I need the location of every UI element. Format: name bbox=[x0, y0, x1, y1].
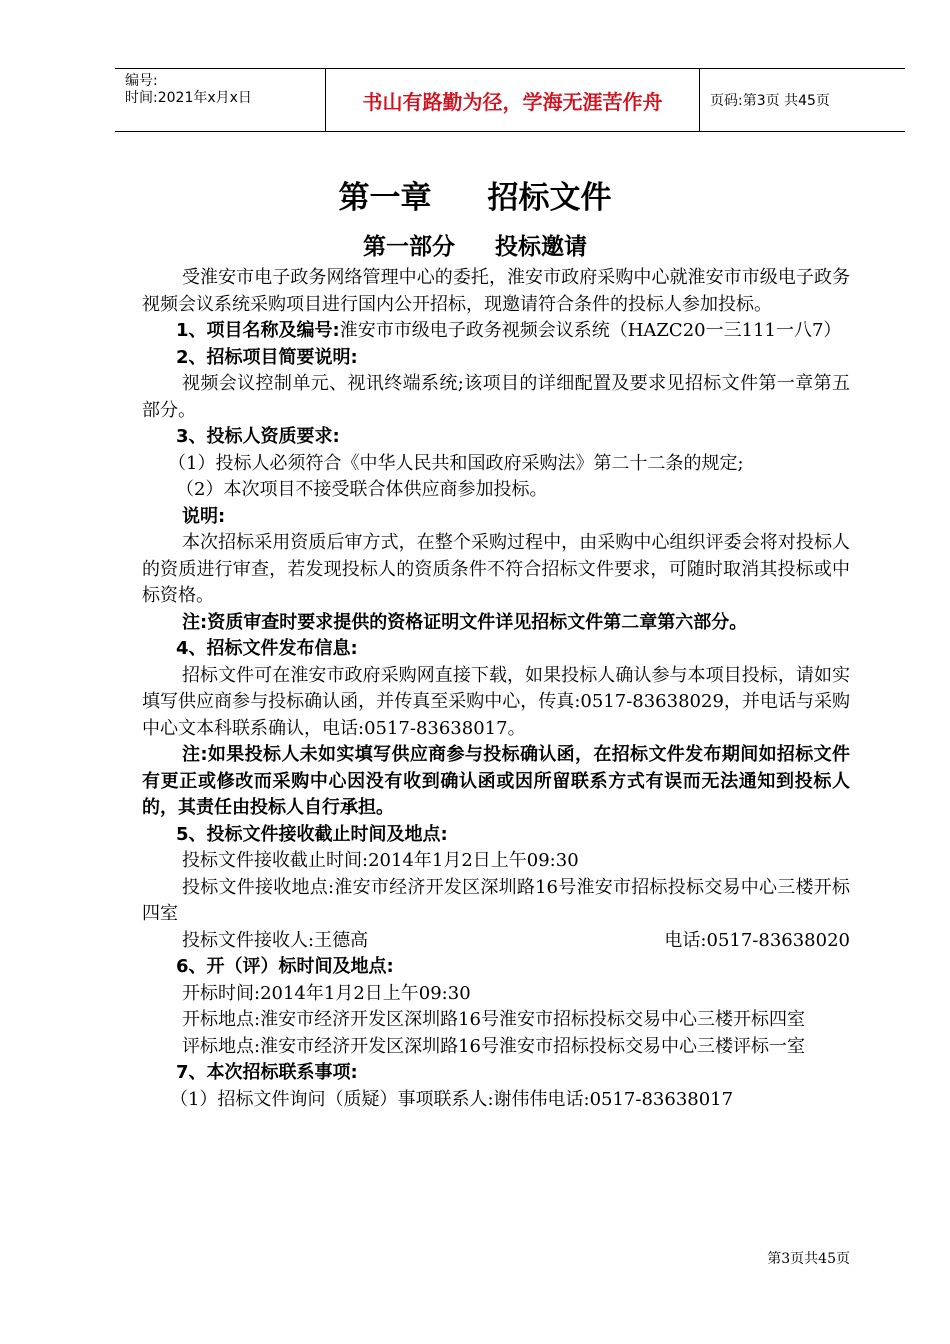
note-title: 说明: bbox=[182, 505, 226, 527]
intro-paragraph: 受淮安市电子政务网络管理中心的委托，淮安市政府采购中心就淮安市市级电子政务视频会议系统采购项目进行国内公开招标，现邀请符合条件的投标人参加投标。 bbox=[142, 267, 850, 315]
document-body bbox=[142, 265, 850, 1113]
chapter-title bbox=[0, 172, 950, 217]
section-5-receiver-row bbox=[142, 928, 850, 955]
section-6-eval: 评标地点:淮安市经济开发区深圳路16号淮安市招标投标交易中心三楼评标一室 bbox=[182, 1035, 805, 1057]
section-5-title: 5、投标文件接收截止时间及地点: bbox=[176, 823, 448, 845]
section-1 bbox=[142, 318, 850, 345]
chapter-number: 第一章 bbox=[338, 180, 432, 216]
section-4-title: 4、招标文件发布信息: bbox=[176, 638, 358, 659]
note-text: 本次招标采用资质后审方式，在整个采购过程中，由采购中心组织评委会将对投标人的资质进行审查，若发现投标人的资质条件不符合招标文件要求，可随时取消其投标或中标资格。 bbox=[142, 532, 850, 606]
section-5-deadline: 投标文件接收截止时间:2014年1月2日上午09:30 bbox=[182, 850, 579, 871]
section-7-title: 7、本次招标联系事项: bbox=[176, 1062, 358, 1083]
header-motto: 书山有路勤为径，学海无涯苦作舟 bbox=[326, 69, 700, 131]
page-footer: 第3页共45页 bbox=[767, 1251, 850, 1267]
section-2-title: 2、招标项目简要说明: bbox=[176, 346, 358, 368]
section-3-title: 3、投标人资质要求: bbox=[176, 426, 340, 447]
section-5-receiver: 投标文件接收人:王德高 bbox=[182, 929, 369, 951]
section-4-text: 招标文件可在淮安市政府采购网直接下载，如果投标人确认参与本项目投标，请如实填写供应商参与投标确认函，并传真至采购中心，传真:0517-83638029，并电话与采购中心文本科联系确认，电话:0517-83638017。 bbox=[142, 664, 850, 739]
header-meta bbox=[115, 69, 326, 131]
section-5-place: 投标文件接收地点:淮安市经济开发区深圳路16号淮安市招标投标交易中心三楼开标四室 bbox=[142, 876, 850, 924]
section-7-item-1: （1）招标文件询问（质疑）事项联系人:谢伟伟电话:0517-83638017 bbox=[170, 1088, 734, 1110]
section-3-item-1: （1）投标人必须符合《中华人民共和国政府采购法》第二十二条的规定; bbox=[168, 452, 744, 474]
part-name: 投标邀请 bbox=[495, 234, 587, 260]
note-qualification: 注:资质审查时要求提供的资格证明文件详见招标文件第二章第六部分。 bbox=[182, 611, 748, 633]
note-confirmation: 注:如果投标人未如实填写供应商参与投标确认函，在招标文件发布期间如招标文件有更正或修改而采购中心因没有收到确认函或因所留联系方式有误而无法通知到投标人的，其责任由投标人自行承担。 bbox=[142, 744, 850, 818]
header-number: 编号: bbox=[125, 73, 158, 89]
section-6-place: 开标地点:淮安市经济开发区深圳路16号淮安市招标投标交易中心三楼开标四室 bbox=[182, 1009, 805, 1030]
section-1-text: 淮安市市级电子政务视频会议系统（HAZC20一三111一八7） bbox=[339, 320, 842, 341]
header-time: 时间:2021年x月x日 bbox=[125, 90, 252, 106]
section-2-text: 视频会议控制单元、视讯终端系统;该项目的详细配置及要求见招标文件第一章第五部分。 bbox=[142, 373, 850, 421]
page-header bbox=[115, 68, 905, 132]
section-6-title: 6、开（评）标时间及地点: bbox=[176, 956, 394, 977]
section-5-phone: 电话:0517-83638020 bbox=[664, 929, 850, 951]
part-number: 第一部分 bbox=[363, 234, 455, 260]
section-3-item-2: （2）本次项目不接受联合体供应商参加投标。 bbox=[176, 479, 548, 500]
part-title bbox=[0, 228, 950, 261]
header-page-info: 页码:第3页 共45页 bbox=[710, 93, 830, 109]
section-6-time: 开标时间:2014年1月2日上午09:30 bbox=[182, 982, 471, 1004]
chapter-name: 招标文件 bbox=[487, 180, 612, 216]
section-1-title: 1、项目名称及编号: bbox=[176, 320, 340, 341]
